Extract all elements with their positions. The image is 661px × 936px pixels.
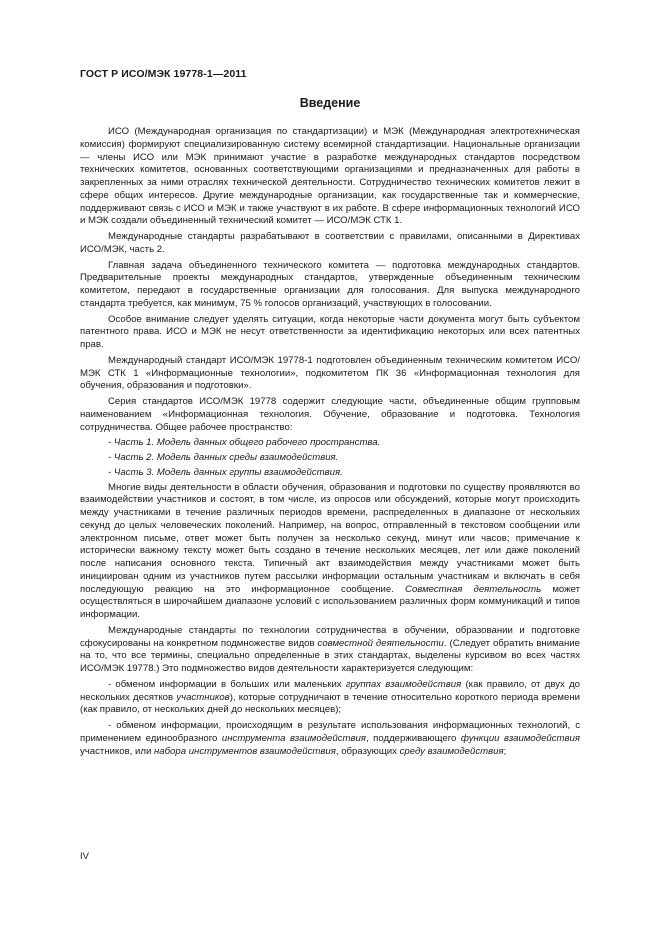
paragraph xyxy=(80,231,580,257)
text-run: ), которые сотрудничают в течение относительно короткого периода времени (как правило, от нескольких дней до нескольких месяцев); xyxy=(80,691,580,716)
text-run: - Часть 2. Модель данных среды взаимодействия. xyxy=(108,452,339,463)
text-run: - Часть 1. Модель данных общего рабочего пространства. xyxy=(108,437,381,449)
paragraph xyxy=(80,679,580,717)
text-run: участников, или xyxy=(80,745,155,757)
text-run: Международный стандарт ИСО/МЭК 19778-1 подготовлен объединенным техническим комитетом ИСО/МЭК СТК 1 «Информационные технологии», подкомитетом ПК 36 «Информационная технология для обучения, образования и подготовки». xyxy=(80,354,580,392)
italic-term: совместной деятельности xyxy=(317,637,444,649)
text-run: Особое внимание следует уделять ситуации, когда некоторые части документа могут быть субъектом патентного права. ИСО и МЭК не несут ответственности за идентификацию некоторых или всех патентных прав. xyxy=(80,313,580,350)
text-run: , образующих xyxy=(335,745,400,757)
text-run: ; xyxy=(503,745,507,757)
text-run: ИСО (Международная организация по стандартизации) и МЭК (Международная электротехническая комиссия) формируют специализированную систему всемирной стандартизации. Национальные организации — члены ИСО или МЭК принимают участие в разработке международных стандартов посредством технических комитетов, основанных соответствующими организациями и предназначенных для работы в закрепленных за ними отраслях технической деятельности. Сотрудничество технических комитетов лежит в сфере общих интересов. Другие международные организации, как государственные так и коммерческие, поддерживают связь с ИСО и МЭК и также участвуют в их работе. В сфере информационных технологий ИСО и МЭК создали объединенный технический комитет — ИСО/МЭК СТК 1. xyxy=(80,126,580,227)
list-item xyxy=(80,437,580,450)
paragraph xyxy=(80,482,580,622)
text-run: Международные стандарты разрабатывают в соответствии с правилами, описанными в Директивах ИСО/МЭК, часть 2. xyxy=(80,231,580,255)
text-run: . (Следует обратить внимание на то, что все термины, специально определенные в этих стандартах, выделены курсивом во всех частях ИСО/МЭК 19778.) Это подмножество видов деятельности характеризуется следующим: xyxy=(80,637,581,674)
italic-term: функции взаимодействия xyxy=(460,732,580,744)
italic-term: Совместная деятельность xyxy=(405,583,542,595)
italic-term: среду взаимодействия xyxy=(399,745,504,757)
text-run: Многие виды деятельности в области обучения, образования и подготовки по существу проявляются во взаимодействии участников и состоят, в том числе, из опросов или обсуждений, которые могут происходить между участниками в течение различных периодов времени, распределенных в диапазоне от нескольких секунд до целых человеческих поколений. Например, на вопрос, отправленный в текстовом сообщении или электронном письме, ответ может быть получен за несколько секунд, минут или часов; примечание к исторически важному тексту может быть создано в течение нескольких месяцев, лет или даже поколений после написания основного текста. Типичный акт взаимодействия между участниками может быть инициирован одним из участников путем рассылки информации остальным участникам и включать в себя последующую реакцию на это информационное сообщение. xyxy=(80,481,580,595)
italic-term: инструмента взаимодействия xyxy=(221,732,366,744)
list-item xyxy=(80,452,580,465)
text-run: Международные стандарты по технологии сотрудничества в обучении, образовании и подготовке сфокусированы на конкретном подмножестве видов xyxy=(80,624,580,649)
italic-term: набора инструментов взаимодействия xyxy=(154,745,336,757)
text-run: (как правило, от двух до нескольких десятков xyxy=(80,678,580,703)
page-number: IV xyxy=(80,851,89,862)
paragraph xyxy=(80,260,580,311)
text-run: - Часть 3. Модель данных группы взаимодействия. xyxy=(108,466,343,478)
section-title: Введение xyxy=(299,96,361,110)
body-text xyxy=(80,126,580,761)
italic-term: группах взаимодействия xyxy=(345,678,462,690)
standard-header: ГОСТ Р ИСО/МЭК 19778-1—2011 xyxy=(80,68,247,80)
paragraph xyxy=(80,126,580,228)
text-run: , поддерживающего xyxy=(365,732,461,744)
paragraph xyxy=(80,625,580,676)
paragraph xyxy=(80,314,580,352)
text-run: Серия стандартов ИСО/МЭК 19778 содержит следующие части, объединенные общим групповым наименованием «Информационная технология. Обучение, образование и подготовка. Технология сотрудничества. Общее рабочее пространство: xyxy=(80,396,580,433)
paragraph xyxy=(80,396,580,434)
paragraph xyxy=(80,355,580,393)
text-run: - обменом информации, происходящим в результате использования информационных технологий, с применением единообразного xyxy=(80,720,580,744)
list-item xyxy=(80,467,580,480)
text-run: Главная задача объединенного технического комитета — подготовка международных стандартов. Предварительные проекты международных стандартов, утвержденные объединенным техническим комитетом, передают в государственные организации для голосования. Для выпуска международного стандарта требуется, как минимум, 75 % голосов организаций, участвующих в голосовании. xyxy=(80,259,580,309)
text-run: - обменом информации в больших или маленьких xyxy=(108,678,346,690)
text-run: может осуществляться в широчайшем диапазоне условий с использованием различных форм коммуникаций и типов информации. xyxy=(80,583,580,620)
italic-term: участников xyxy=(176,691,230,703)
paragraph xyxy=(80,720,580,758)
